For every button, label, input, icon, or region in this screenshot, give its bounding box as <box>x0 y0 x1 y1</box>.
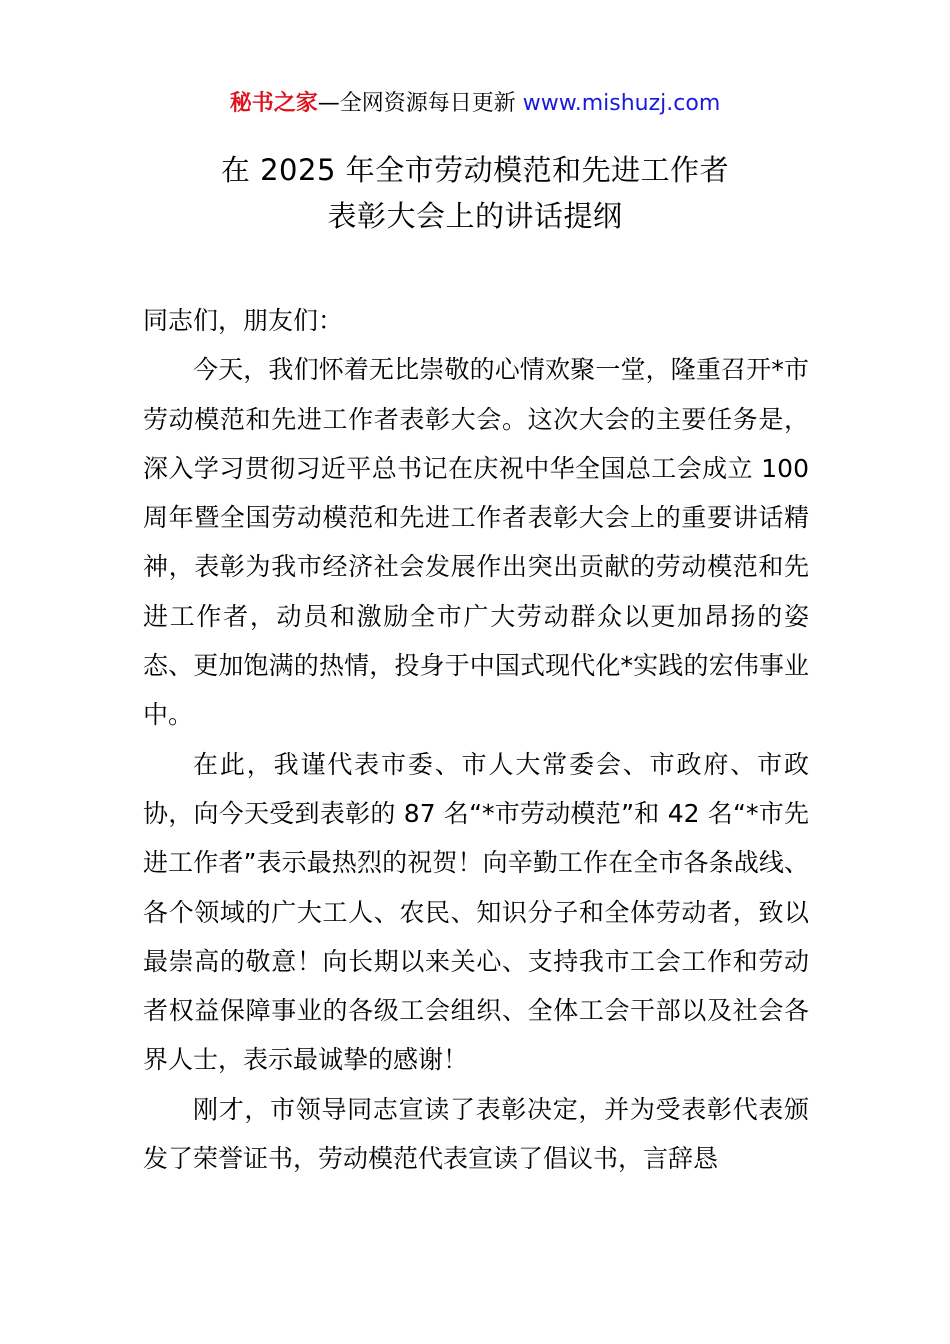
paragraph-3: 刚才，市领导同志宣读了表彰决定，并为受表彰代表颁发了荣誉证书，劳动模范代表宣读了倡议书，言辞恳 <box>143 1094 809 1174</box>
paragraph-1: 今天，我们怀着无比崇敬的心情欢聚一堂，隆重召开*市劳动模范和先进工作者表彰大会。这次大会的主要任务是，深入学习贯彻习近平总书记在庆祝中华全国总工会成立 100 周年暨全国劳动模范和先进工作者表彰大会上的重要讲话精神，表彰为我市经济社会发展作出突出贡献的劳动模范和先进工作者，动员和激励全市广大劳动群众以更加昂扬的姿态、更加饱满的热情，投身于中国式现代化*实践的宏伟事业中。 <box>143 355 809 730</box>
site-name: 秘书之家 <box>229 91 318 116</box>
site-tagline: —全网资源每日更新 <box>317 91 523 116</box>
salutation: 同志们，朋友们： <box>143 306 344 335</box>
document-body <box>143 296 809 1183</box>
document-title <box>0 147 950 239</box>
paragraph-2: 在此，我谨代表市委、市人大常委会、市政府、市政协，向今天受到表彰的 87 名“*市劳动模范”和 42 名“*市先进工作者”表示最热烈的祝贺！向辛勤工作在全市各条战线、各个领域的广大工人、农民、知识分子和全体劳动者，致以最崇高的敬意！向长期以来关心、支持我市工会工作和劳动者权益保障事业的各级工会组织、全体工会干部以及社会各界人士，表示最诚挚的感谢！ <box>143 749 809 1075</box>
title-line-2: 表彰大会上的讲话提纲 <box>327 199 623 233</box>
title-line-1: 在 2025 年全市劳动模范和先进工作者 <box>220 153 730 187</box>
site-header <box>0 88 950 120</box>
site-url-link[interactable]: www.mishuzj.com <box>522 91 721 116</box>
